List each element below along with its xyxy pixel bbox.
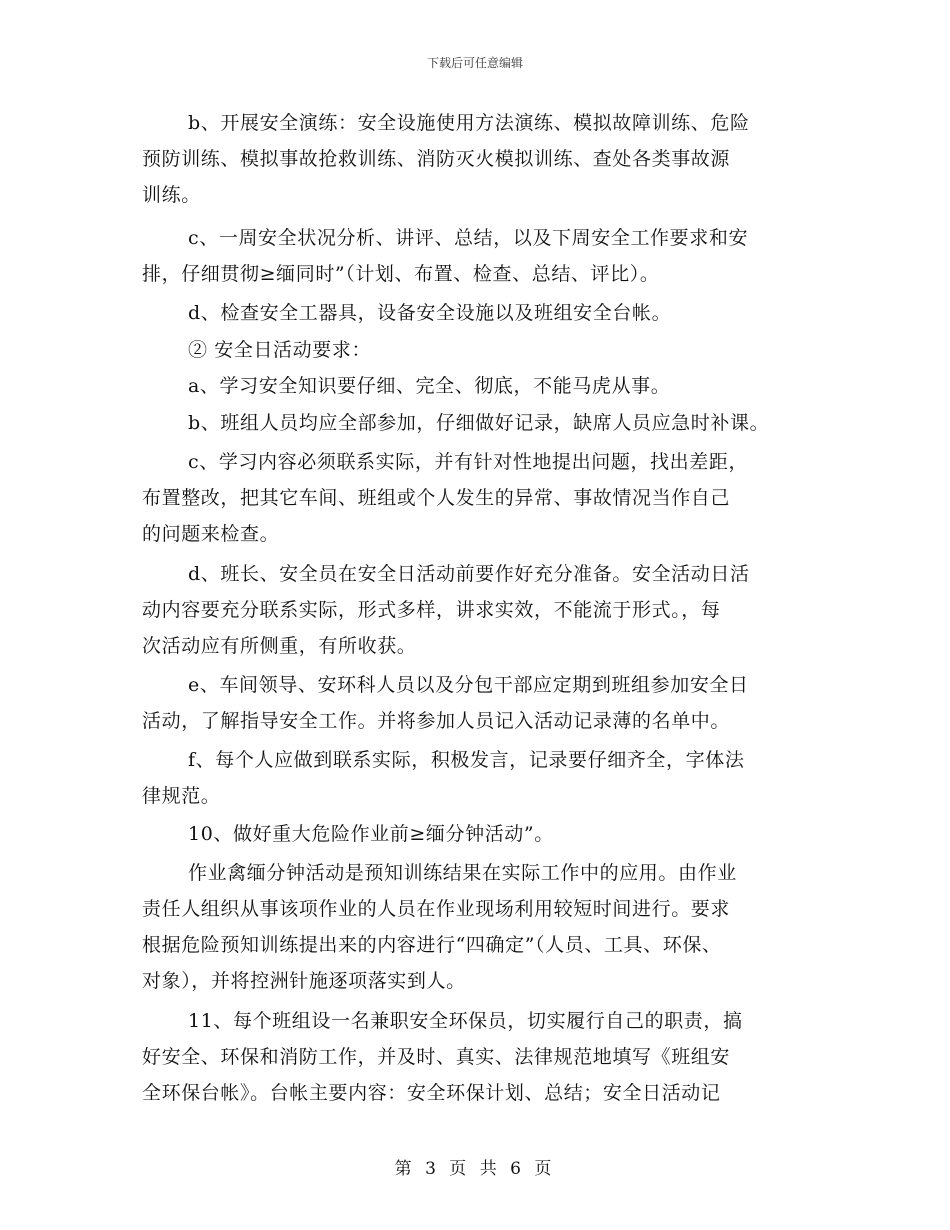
page-number-footer: 第 3 页 共 6 页 <box>394 1159 556 1179</box>
text-line: 排，仔细贯彻≥缅同时”（计划、布置、检查、总结、评比）。 <box>142 263 660 285</box>
text-line: e、车间领导、安环科人员以及分包干部应定期到班组参加安全日 <box>188 674 749 696</box>
text-line: 对象），并将控洲针施逐项落实到人。 <box>142 970 466 992</box>
text-line: b、班组人员均应全部参加，仔细做好记录，缺席人员应急时补课。 <box>188 412 770 434</box>
text-line: b、开展安全演练：安全设施使用方法演练、模拟故障训练、危险 <box>188 112 750 134</box>
text-line: 作业禽缅分钟活动是预知训练结果在实际工作中的应用。由作业 <box>188 862 737 884</box>
text-line: a、学习安全知识要仔细、完全、彻底，不能马虎从事。 <box>188 375 671 397</box>
text-line: 预防训练、模拟事故抢救训练、消防灭火模拟训练、查处各类事故源 <box>142 148 731 170</box>
text-line: c、学习内容必须联系实际，并有针对性地提出问题，找出差距， <box>188 451 749 473</box>
text-line: ② 安全日活动要求： <box>188 339 372 361</box>
text-line: 训练。 <box>142 184 201 206</box>
text-line: 好安全、环保和消防工作，并及时、真实、法律规范地填写《班组安 <box>142 1046 731 1068</box>
text-line: d、班长、安全员在安全日活动前要作好充分准备。安全活动日活 <box>188 563 750 585</box>
text-line: 11、每个班组设一名兼职安全环保员，切实履行自己的职责，搞 <box>188 1010 743 1032</box>
page-header: 下载后可任意编辑 <box>426 56 523 70</box>
text-line: f、每个人应做到联系实际，积极发言，记录要仔细齐全，字体法 <box>188 749 745 771</box>
text-line: 责任人组织从事该项作业的人员在作业现场利用较短时间进行。要求 <box>142 898 731 920</box>
text-line: 律规范。 <box>142 785 221 807</box>
text-line: 活动，了解指导安全工作。并将参加人员记入活动记录薄的名单中。 <box>142 710 731 732</box>
text-line: 全环保台帐》。台帐主要内容：安全环保计划、总结；安全日活动记 <box>142 1082 721 1104</box>
text-line: 布置整改，把其它车间、班组或个人发生的异常、事故情况当作自己 <box>142 487 731 509</box>
text-line: 次活动应有所侧重，有所收获。 <box>142 635 417 657</box>
text-line: 的问题来检查。 <box>142 523 280 545</box>
text-line: 动内容要充分联系实际，形式多样，讲求实效，不能流于形式。，每 <box>142 599 721 621</box>
text-line: d、检查安全工器具，设备安全设施以及班组安全台帐。 <box>188 302 672 324</box>
text-line: 根据危险预知训练提出来的内容进行“四确定”（人员、工具、环保、 <box>142 934 722 956</box>
text-line: c、一周安全状况分析、讲评、总结，以及下周安全工作要求和安 <box>188 227 749 249</box>
text-line: 10、做好重大危险作业前≥缅分钟活动”。 <box>188 823 554 845</box>
